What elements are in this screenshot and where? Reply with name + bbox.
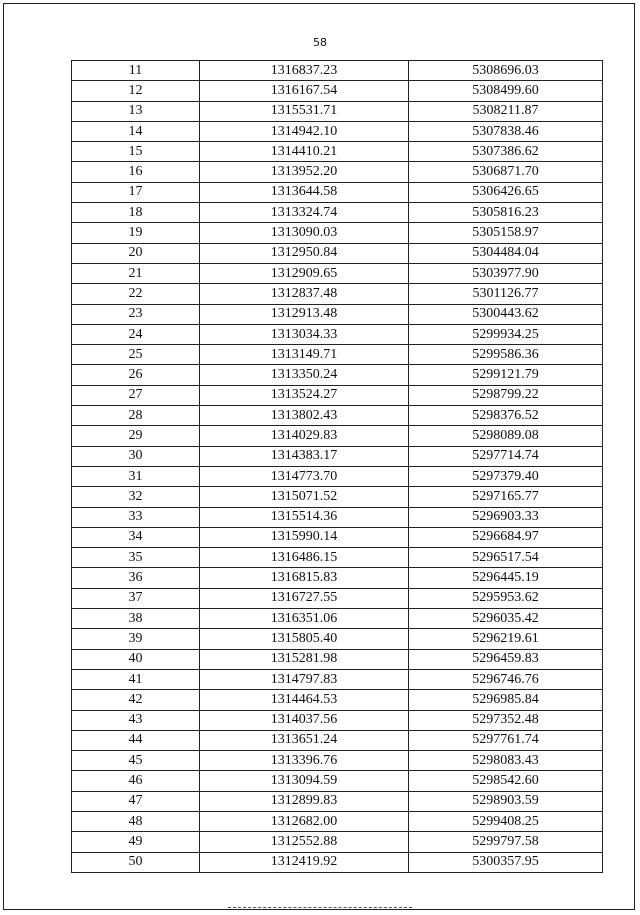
table-row xyxy=(72,426,603,446)
x-coordinate-cell: 1315990.14 xyxy=(200,527,409,547)
table-row xyxy=(72,548,603,568)
y-coordinate-cell: 5298083.43 xyxy=(409,751,603,771)
y-coordinate-cell: 5307386.62 xyxy=(409,142,603,162)
point-number-cell: 11 xyxy=(72,61,200,81)
table-row xyxy=(72,811,603,831)
table-row xyxy=(72,751,603,771)
x-coordinate-cell: 1313524.27 xyxy=(200,385,409,405)
point-number-cell: 45 xyxy=(72,751,200,771)
point-number-cell: 18 xyxy=(72,203,200,223)
point-number-cell: 28 xyxy=(72,406,200,426)
table-row xyxy=(72,182,603,202)
x-coordinate-cell: 1314029.83 xyxy=(200,426,409,446)
point-number-cell: 47 xyxy=(72,791,200,811)
y-coordinate-cell: 5297714.74 xyxy=(409,446,603,466)
table-row xyxy=(72,365,603,385)
table-row xyxy=(72,121,603,141)
y-coordinate-cell: 5297761.74 xyxy=(409,730,603,750)
table-row xyxy=(72,730,603,750)
y-coordinate-cell: 5306871.70 xyxy=(409,162,603,182)
x-coordinate-cell: 1314410.21 xyxy=(200,142,409,162)
y-coordinate-cell: 5308696.03 xyxy=(409,61,603,81)
table-row xyxy=(72,385,603,405)
x-coordinate-cell: 1316167.54 xyxy=(200,81,409,101)
x-coordinate-cell: 1313396.76 xyxy=(200,751,409,771)
x-coordinate-cell: 1316815.83 xyxy=(200,568,409,588)
point-number-cell: 17 xyxy=(72,182,200,202)
table-row xyxy=(72,791,603,811)
x-coordinate-cell: 1316486.15 xyxy=(200,548,409,568)
table-row xyxy=(72,669,603,689)
y-coordinate-cell: 5297165.77 xyxy=(409,487,603,507)
x-coordinate-cell: 1313952.20 xyxy=(200,162,409,182)
y-coordinate-cell: 5305158.97 xyxy=(409,223,603,243)
y-coordinate-cell: 5298089.08 xyxy=(409,426,603,446)
y-coordinate-cell: 5298799.22 xyxy=(409,385,603,405)
x-coordinate-cell: 1314037.56 xyxy=(200,710,409,730)
x-coordinate-cell: 1313324.74 xyxy=(200,203,409,223)
table-row xyxy=(72,527,603,547)
table-row xyxy=(72,629,603,649)
table-row xyxy=(72,162,603,182)
x-coordinate-cell: 1316837.23 xyxy=(200,61,409,81)
table-row xyxy=(72,263,603,283)
point-number-cell: 23 xyxy=(72,304,200,324)
table-row xyxy=(72,406,603,426)
table-row xyxy=(72,101,603,121)
table-row xyxy=(72,345,603,365)
x-coordinate-cell: 1313350.24 xyxy=(200,365,409,385)
point-number-cell: 34 xyxy=(72,527,200,547)
table-row xyxy=(72,142,603,162)
point-number-cell: 16 xyxy=(72,162,200,182)
table-row xyxy=(72,649,603,669)
y-coordinate-cell: 5298903.59 xyxy=(409,791,603,811)
x-coordinate-cell: 1315281.98 xyxy=(200,649,409,669)
y-coordinate-cell: 5303977.90 xyxy=(409,263,603,283)
x-coordinate-cell: 1312837.48 xyxy=(200,284,409,304)
x-coordinate-cell: 1314383.17 xyxy=(200,446,409,466)
point-number-cell: 24 xyxy=(72,324,200,344)
x-coordinate-cell: 1312909.65 xyxy=(200,263,409,283)
coordinates-table xyxy=(71,60,603,873)
x-coordinate-cell: 1312950.84 xyxy=(200,243,409,263)
table-row xyxy=(72,690,603,710)
x-coordinate-cell: 1316727.55 xyxy=(200,588,409,608)
y-coordinate-cell: 5305816.23 xyxy=(409,203,603,223)
x-coordinate-cell: 1313034.33 xyxy=(200,324,409,344)
y-coordinate-cell: 5304484.04 xyxy=(409,243,603,263)
point-number-cell: 19 xyxy=(72,223,200,243)
point-number-cell: 26 xyxy=(72,365,200,385)
x-coordinate-cell: 1314464.53 xyxy=(200,690,409,710)
table-row xyxy=(72,243,603,263)
point-number-cell: 20 xyxy=(72,243,200,263)
y-coordinate-cell: 5299934.25 xyxy=(409,324,603,344)
y-coordinate-cell: 5306426.65 xyxy=(409,182,603,202)
x-coordinate-cell: 1312682.00 xyxy=(200,811,409,831)
y-coordinate-cell: 5297379.40 xyxy=(409,466,603,486)
table-row xyxy=(72,446,603,466)
x-coordinate-cell: 1314773.70 xyxy=(200,466,409,486)
y-coordinate-cell: 5307838.46 xyxy=(409,121,603,141)
table-row xyxy=(72,466,603,486)
y-coordinate-cell: 5296517.54 xyxy=(409,548,603,568)
point-number-cell: 42 xyxy=(72,690,200,710)
y-coordinate-cell: 5296985.84 xyxy=(409,690,603,710)
point-number-cell: 49 xyxy=(72,832,200,852)
x-coordinate-cell: 1313644.58 xyxy=(200,182,409,202)
y-coordinate-cell: 5296746.76 xyxy=(409,669,603,689)
point-number-cell: 25 xyxy=(72,345,200,365)
y-coordinate-cell: 5297352.48 xyxy=(409,710,603,730)
x-coordinate-cell: 1313802.43 xyxy=(200,406,409,426)
point-number-cell: 43 xyxy=(72,710,200,730)
y-coordinate-cell: 5308211.87 xyxy=(409,101,603,121)
y-coordinate-cell: 5299797.58 xyxy=(409,832,603,852)
y-coordinate-cell: 5298542.60 xyxy=(409,771,603,791)
table-row xyxy=(72,304,603,324)
x-coordinate-cell: 1313094.59 xyxy=(200,771,409,791)
table-row xyxy=(72,507,603,527)
y-coordinate-cell: 5296903.33 xyxy=(409,507,603,527)
x-coordinate-cell: 1315531.71 xyxy=(200,101,409,121)
table-row xyxy=(72,223,603,243)
table-row xyxy=(72,487,603,507)
point-number-cell: 22 xyxy=(72,284,200,304)
y-coordinate-cell: 5298376.52 xyxy=(409,406,603,426)
table-row xyxy=(72,81,603,101)
x-coordinate-cell: 1316351.06 xyxy=(200,609,409,629)
point-number-cell: 13 xyxy=(72,101,200,121)
page-bottom-mark xyxy=(228,907,412,908)
point-number-cell: 27 xyxy=(72,385,200,405)
table-row xyxy=(72,203,603,223)
table-row xyxy=(72,324,603,344)
point-number-cell: 40 xyxy=(72,649,200,669)
coordinates-table-body xyxy=(72,61,603,873)
x-coordinate-cell: 1312419.92 xyxy=(200,852,409,872)
x-coordinate-cell: 1312899.83 xyxy=(200,791,409,811)
point-number-cell: 41 xyxy=(72,669,200,689)
y-coordinate-cell: 5299408.25 xyxy=(409,811,603,831)
x-coordinate-cell: 1315805.40 xyxy=(200,629,409,649)
y-coordinate-cell: 5300357.95 xyxy=(409,852,603,872)
y-coordinate-cell: 5296684.97 xyxy=(409,527,603,547)
y-coordinate-cell: 5296035.42 xyxy=(409,609,603,629)
y-coordinate-cell: 5295953.62 xyxy=(409,588,603,608)
point-number-cell: 44 xyxy=(72,730,200,750)
y-coordinate-cell: 5296219.61 xyxy=(409,629,603,649)
point-number-cell: 48 xyxy=(72,811,200,831)
x-coordinate-cell: 1315514.36 xyxy=(200,507,409,527)
point-number-cell: 39 xyxy=(72,629,200,649)
table-row xyxy=(72,832,603,852)
page-number: 58 xyxy=(313,36,327,49)
point-number-cell: 21 xyxy=(72,263,200,283)
y-coordinate-cell: 5308499.60 xyxy=(409,81,603,101)
table-row xyxy=(72,588,603,608)
point-number-cell: 33 xyxy=(72,507,200,527)
point-number-cell: 50 xyxy=(72,852,200,872)
y-coordinate-cell: 5300443.62 xyxy=(409,304,603,324)
table-row xyxy=(72,852,603,872)
table-row xyxy=(72,710,603,730)
table-row xyxy=(72,609,603,629)
point-number-cell: 38 xyxy=(72,609,200,629)
point-number-cell: 46 xyxy=(72,771,200,791)
y-coordinate-cell: 5296459.83 xyxy=(409,649,603,669)
point-number-cell: 14 xyxy=(72,121,200,141)
y-coordinate-cell: 5299586.36 xyxy=(409,345,603,365)
point-number-cell: 29 xyxy=(72,426,200,446)
point-number-cell: 36 xyxy=(72,568,200,588)
table-row xyxy=(72,61,603,81)
point-number-cell: 31 xyxy=(72,466,200,486)
y-coordinate-cell: 5301126.77 xyxy=(409,284,603,304)
point-number-cell: 35 xyxy=(72,548,200,568)
point-number-cell: 30 xyxy=(72,446,200,466)
point-number-cell: 15 xyxy=(72,142,200,162)
x-coordinate-cell: 1312552.88 xyxy=(200,832,409,852)
table-row xyxy=(72,284,603,304)
x-coordinate-cell: 1314942.10 xyxy=(200,121,409,141)
x-coordinate-cell: 1313651.24 xyxy=(200,730,409,750)
table-row xyxy=(72,771,603,791)
x-coordinate-cell: 1314797.83 xyxy=(200,669,409,689)
x-coordinate-cell: 1313149.71 xyxy=(200,345,409,365)
point-number-cell: 37 xyxy=(72,588,200,608)
y-coordinate-cell: 5296445.19 xyxy=(409,568,603,588)
table-row xyxy=(72,568,603,588)
x-coordinate-cell: 1312913.48 xyxy=(200,304,409,324)
point-number-cell: 12 xyxy=(72,81,200,101)
x-coordinate-cell: 1313090.03 xyxy=(200,223,409,243)
y-coordinate-cell: 5299121.79 xyxy=(409,365,603,385)
point-number-cell: 32 xyxy=(72,487,200,507)
x-coordinate-cell: 1315071.52 xyxy=(200,487,409,507)
